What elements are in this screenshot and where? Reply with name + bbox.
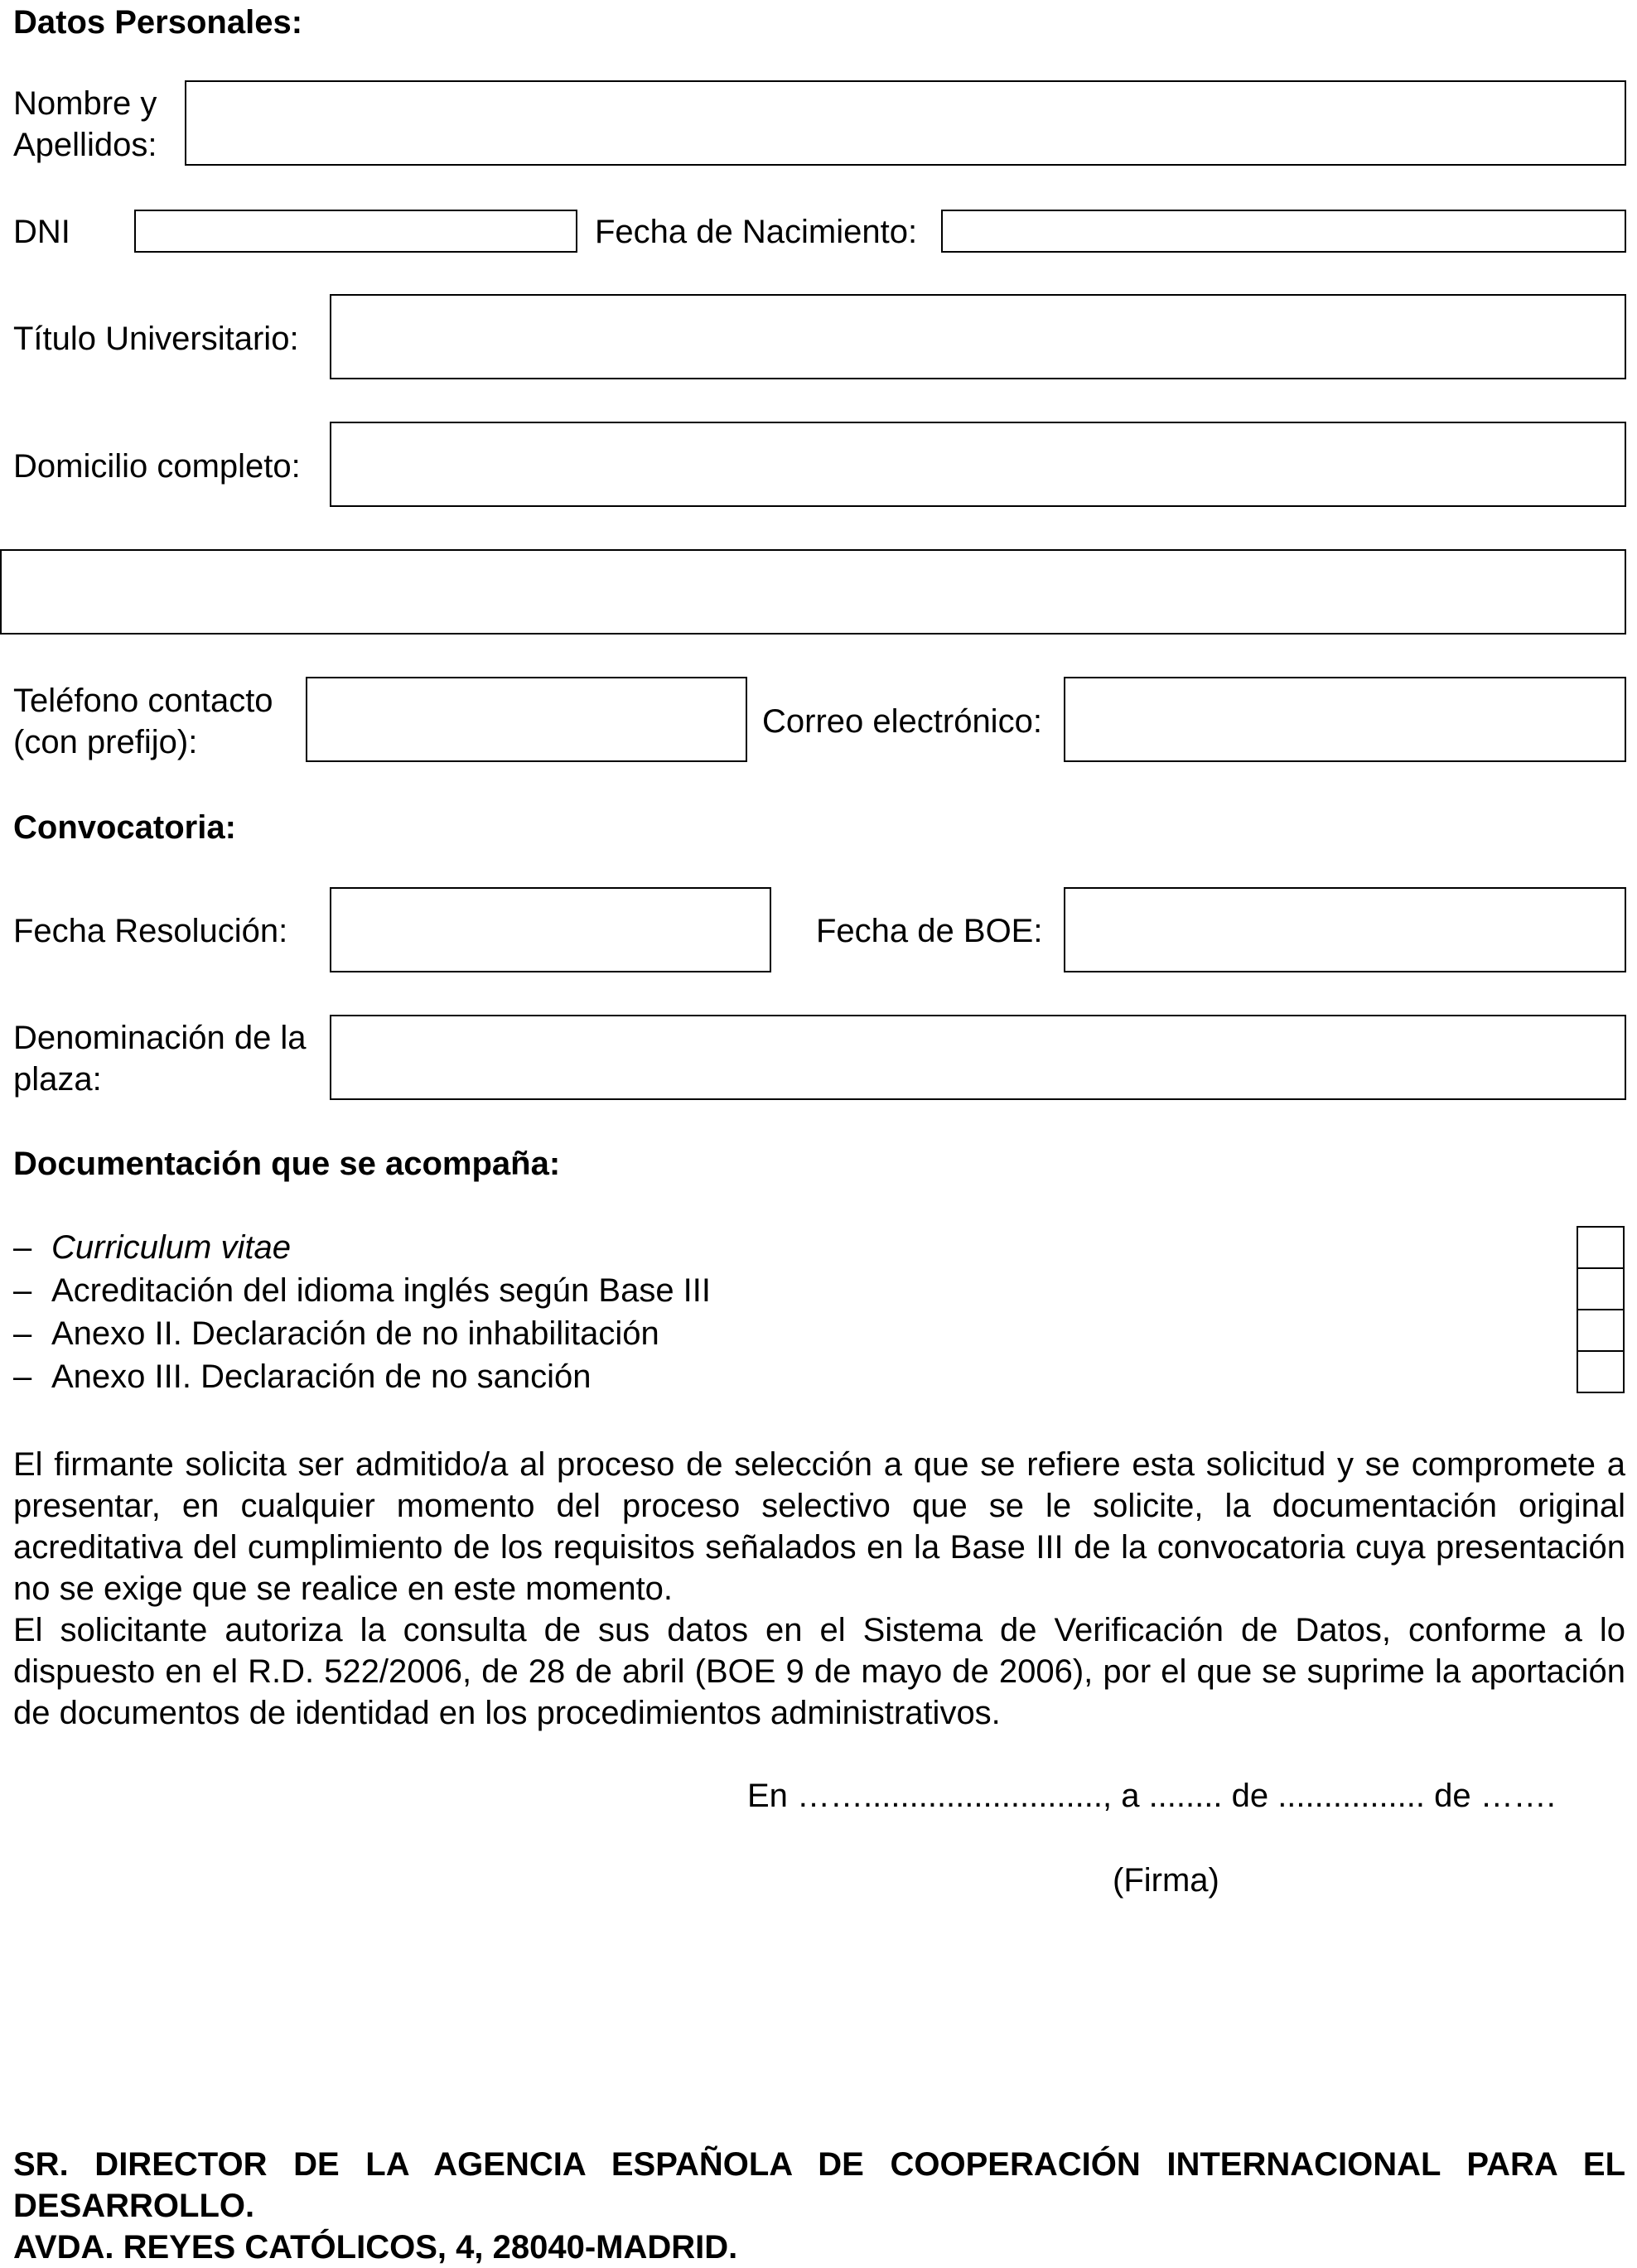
checkbox-idioma[interactable] bbox=[1577, 1267, 1625, 1310]
denominacion-label bbox=[13, 1017, 307, 1100]
section-title-personal: Datos Personales: bbox=[13, 4, 303, 41]
document-item-idioma bbox=[13, 1269, 711, 1312]
telefono-label-line1: Teléfono contacto bbox=[13, 683, 273, 719]
document-item-anexo-iii bbox=[13, 1355, 592, 1398]
domicilio-input[interactable] bbox=[330, 422, 1626, 507]
correo-input[interactable] bbox=[1064, 677, 1626, 762]
document-label: Anexo II. Declaración de no inhabilitación bbox=[51, 1315, 659, 1352]
nombre-input[interactable] bbox=[185, 80, 1626, 166]
firma-label: (Firma) bbox=[1113, 1862, 1219, 1899]
telefono-label-line2: (con prefijo): bbox=[13, 724, 198, 760]
telefono-label bbox=[13, 680, 273, 763]
denominacion-label-line1: Denominación de la bbox=[13, 1020, 307, 1056]
fecha-nacimiento-label: Fecha de Nacimiento: bbox=[595, 214, 918, 250]
dni-input[interactable] bbox=[134, 210, 577, 253]
document-item-cv bbox=[13, 1226, 291, 1269]
fecha-resolucion-input[interactable] bbox=[330, 887, 771, 972]
declaration-paragraph: El firmante solicita ser admitido/a al proceso de selección a que se refiere esta solicitud y se compromete a presentar, en cualquier momento del proceso selectivo que se le solicite, la documentación original acreditativa del cumplimiento de los requisitos señalados en la Base III de la convocatoria cuya presentación no se exige que se realice en este momento. bbox=[13, 1446, 1625, 1607]
addressee-line2: DESARROLLO. bbox=[13, 2188, 255, 2224]
fecha-nacimiento-input[interactable] bbox=[941, 210, 1626, 253]
checkbox-cv[interactable] bbox=[1577, 1226, 1625, 1269]
fecha-resolucion-label: Fecha Resolución: bbox=[13, 913, 288, 949]
document-label: Acreditación del idioma inglés según Base III bbox=[51, 1272, 712, 1309]
telefono-input[interactable] bbox=[306, 677, 747, 762]
addressee-address: AVDA. REYES CATÓLICOS, 4, 28040-MADRID. bbox=[13, 2229, 738, 2266]
denominacion-label-line2: plaza: bbox=[13, 1061, 102, 1098]
dni-label: DNI bbox=[13, 214, 70, 250]
domicilio-extra-input[interactable] bbox=[0, 549, 1626, 635]
document-label: Curriculum vitae bbox=[51, 1229, 291, 1266]
section-title-documentacion: Documentación que se acompaña: bbox=[13, 1146, 561, 1182]
nombre-label-line1: Nombre y bbox=[13, 85, 157, 122]
section-title-convocatoria: Convocatoria: bbox=[13, 809, 236, 846]
addressee-line1: SR. DIRECTOR DE LA AGENCIA ESPAÑOLA DE COOPERACIÓN INTERNACIONAL PARA EL bbox=[13, 2146, 1625, 2183]
domicilio-label: Domicilio completo: bbox=[13, 448, 301, 485]
list-dash: – bbox=[13, 1315, 32, 1352]
checkbox-anexo-ii[interactable] bbox=[1577, 1309, 1625, 1352]
nombre-label bbox=[13, 83, 157, 166]
checkbox-anexo-iii[interactable] bbox=[1577, 1350, 1625, 1393]
list-dash: – bbox=[13, 1272, 32, 1309]
titulo-input[interactable] bbox=[330, 294, 1626, 379]
list-dash: – bbox=[13, 1229, 32, 1266]
place-date-line: En …….........................., a ........ de ................ de ……. bbox=[747, 1778, 1556, 1814]
authorization-paragraph: El solicitante autoriza la consulta de sus datos en el Sistema de Verificación de Datos, conforme a lo dispuesto en el R.D. 522/2006, de 28 de abril (BOE 9 de mayo de 2006), por el que se suprime la aportación de documentos de identidad en los procedimientos administrativos. bbox=[13, 1612, 1625, 1731]
titulo-label: Título Universitario: bbox=[13, 321, 299, 357]
correo-label: Correo electrónico: bbox=[762, 703, 1042, 740]
fecha-boe-label: Fecha de BOE: bbox=[816, 913, 1043, 949]
document-item-anexo-ii bbox=[13, 1312, 659, 1355]
nombre-label-line2: Apellidos: bbox=[13, 127, 157, 163]
denominacion-input[interactable] bbox=[330, 1015, 1626, 1100]
document-label: Anexo III. Declaración de no sanción bbox=[51, 1358, 592, 1395]
addressee-block bbox=[13, 2144, 1625, 2268]
fecha-boe-input[interactable] bbox=[1064, 887, 1626, 972]
list-dash: – bbox=[13, 1358, 32, 1395]
